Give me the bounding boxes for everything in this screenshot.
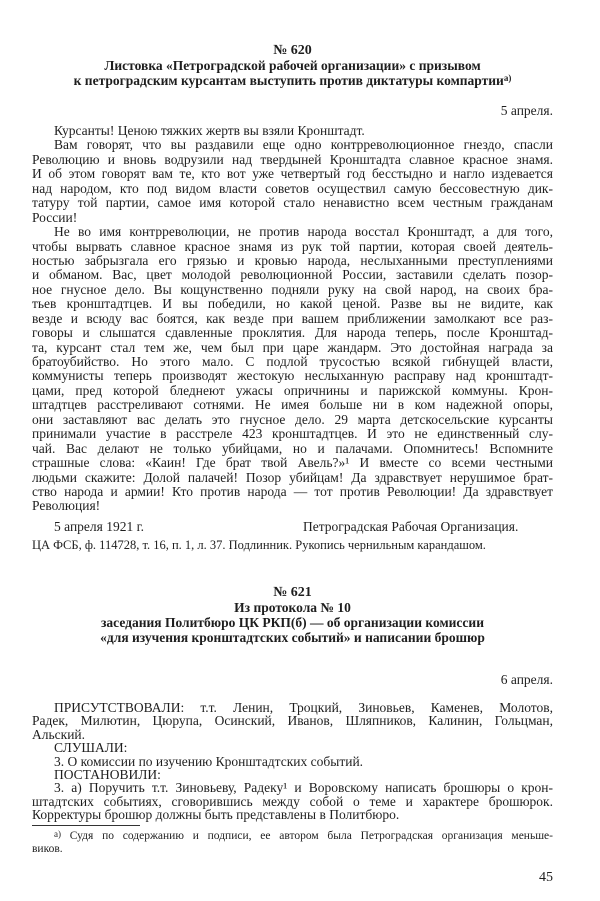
text-line: говоры и слышатся сдавленные проклятия. Для народа теперь, после Кронштад-	[32, 325, 553, 341]
document-number: № 620	[273, 43, 312, 58]
text-line: И об этом говорят вам те, кто вот уже четвертый год бесстыдно и нагло издевается	[32, 166, 553, 182]
doc-620-header	[32, 43, 553, 88]
text-line: Революция!	[32, 498, 101, 514]
title-text: к петроградским курсантам выступить против диктатуры компартии	[73, 73, 504, 88]
doc-621-header	[32, 585, 553, 645]
text-line: братоубийство. Но этого мало. С подлой трусостью всякой гибнущей власти,	[32, 354, 553, 369]
document-title-line	[32, 73, 553, 88]
document-title-line: Листовка «Петроградской рабочей организации» с призывом	[104, 58, 481, 73]
doc-621-body	[32, 701, 553, 822]
text-line: Революцию и вновь водрузили над твердыней Кронштадта славное красное знамя.	[32, 151, 553, 167]
text-line: ПРИСУТСТВОВАЛИ: т.т. Ленин, Троцкий, Зиновьев, Каменев, Молотов,	[54, 700, 553, 715]
document-title-line: «для изучения кронштадтских событий» и написании брошюр	[100, 630, 485, 645]
footnote-mark: а)	[503, 73, 512, 83]
text-line: везде и всюду вас боятся, как везде при вашем приближении замолкают все раз-	[32, 310, 553, 326]
text-line: ПОСТАНОВИЛИ:	[54, 766, 161, 782]
text-line: Корректуры брошюр должны быть представлены в Политбюро.	[32, 807, 400, 823]
text-line: они заставляют вас делать это гнусное дело. 29 марта детскосельские курсанты	[32, 411, 553, 427]
text-line: ство народа и армии! Кто против народа — тот против Революции! Да здравствует	[32, 483, 553, 499]
text-line: штадтских событиях, сговорившись между собой о теме и характере брошюрок.	[32, 793, 553, 809]
signature-date: 5 апреля 1921 г.	[54, 519, 144, 534]
text-line: и обманом. Вас, цвет молодой революционной России, заставили сделать позор-	[32, 267, 553, 283]
archive-note: ЦА ФСБ, ф. 114728, т. 16, п. 1, л. 37. Подлинник. Рукопись чернильным карандашом.	[32, 538, 486, 552]
text-line: СЛУШАЛИ:	[54, 740, 128, 756]
document-title-line: заседания Политбюро ЦК РКП(б) — об организации комиссии	[101, 615, 484, 630]
signature-organization: Петроградская Рабочая Организация.	[303, 519, 519, 534]
page-number: 45	[539, 870, 553, 885]
text-line: коммунисты теперь производят жестокую неслыханную расправу над кронштадт-	[32, 368, 553, 384]
document-number: № 621	[273, 585, 312, 600]
doc-620-body	[32, 124, 553, 514]
footnote-line: виков.	[32, 843, 63, 855]
text-line: татуру той партии, самое имя которой стало ненавистно всем честным гражданам	[32, 195, 553, 211]
footnote-divider	[32, 825, 140, 826]
text-line: штадтцев расстреливают сотнями. Не имея больше ни в ком надежной опоры,	[32, 397, 553, 413]
text-line: Вам говорят, что вы раздавили еще одно контрреволюционное гнездо, спасли	[54, 137, 553, 153]
footnote-line	[32, 830, 553, 843]
text-line: ностью забрызгала его грязью и кровью народа, неслыханными преступлениями	[32, 252, 553, 268]
footnote-text: Судя по содержанию и подписи, ее автором была Петроградская организация меньше-	[69, 830, 553, 842]
footnote	[32, 830, 553, 856]
text-line: цами, пред которой бледнеют ужасы опричнины и парижской коммуны. Крон-	[32, 382, 553, 398]
text-line: России!	[32, 209, 78, 225]
document-title-line: Из протокола № 10	[234, 600, 351, 615]
text-line: Радек, Милютин, Цюрупа, Осинский, Иванов, Шляпников, Калинин, Гольцман,	[32, 713, 553, 729]
text-line: Курсанты! Ценою тяжких жертв вы взяли Кронштадт.	[54, 123, 365, 138]
text-line: чай. Вас делают не только убийцами, но и палачами. Опомнитесь! Вспомните	[32, 440, 553, 456]
text-line: та, курсант стал тем же, чем был при царе жандарм. Это достойная награда за	[32, 339, 553, 355]
text-line: Альский.	[32, 726, 86, 742]
text-line: Не во имя контрреволюции, не против народа восстал Кронштадт, а для того,	[54, 224, 553, 240]
text-line: 3. а) Поручить т.т. Зиновьеву, Радеку¹ и Воровскому написать брошюры о крон-	[54, 780, 553, 796]
document-date: 6 апреля.	[500, 672, 553, 687]
text-line: 3. О комиссии по изучению Кронштадтских событий.	[54, 753, 364, 769]
text-line: принимали участие в расстреле 423 кронштадтцев. И это не единственный слу-	[32, 426, 553, 442]
text-line: людьми скажите: Долой палачей! Позор убийцам! Да здравствует нерушимое брат-	[32, 469, 553, 485]
text-line: чтобы вырвать славное красное знамя из рук той партии, которая своей деятель-	[32, 238, 553, 254]
text-line: тьев кронштадтцев. И вы победили, но какой ценой. Разве вы не видите, как	[32, 296, 553, 312]
text-line: над народом, кто под видом власти советов осуществил самую бессовестную дик-	[32, 180, 553, 196]
text-line: ное гнусное дело. Вы кощунственно подняли руку на свой народ, на своих бра-	[32, 281, 553, 297]
document-date: 5 апреля.	[500, 103, 553, 118]
footnote-mark: а)	[54, 829, 61, 839]
text-line: страшные слова: «Каин! Где брат твой Авель?»¹ И вместе со всеми честными	[32, 455, 553, 471]
